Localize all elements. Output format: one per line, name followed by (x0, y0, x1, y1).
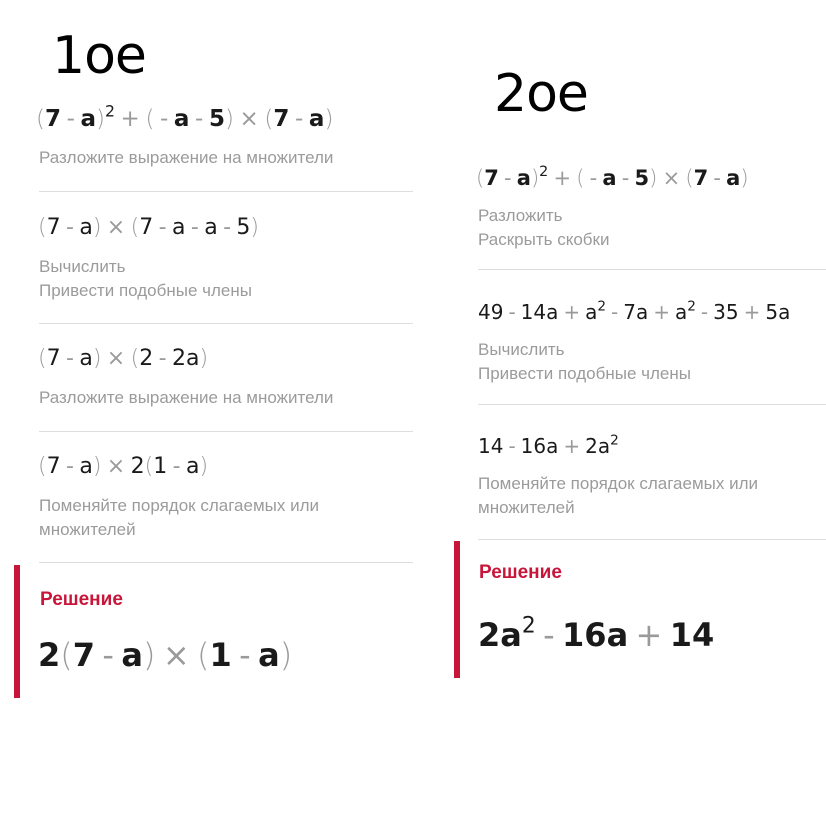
right-step-2-expression (478, 300, 790, 324)
hint-line: Поменяйте порядок слагаемых или (478, 474, 758, 493)
paren: ) (199, 454, 209, 479)
term: 49 (478, 300, 504, 324)
term: 2 (38, 636, 61, 674)
left-step-2-hint (39, 255, 252, 303)
paren: ) (142, 636, 156, 674)
operator: - (232, 636, 258, 674)
hint-line: Разложите выражение на множители (39, 148, 334, 167)
term: 7 (46, 215, 61, 240)
paren: ) (279, 636, 293, 674)
term: 7 (693, 166, 709, 190)
divider (39, 191, 413, 192)
paren: ) (92, 346, 102, 371)
operator: - (186, 215, 204, 240)
paren: ( (130, 346, 140, 371)
operator: + (549, 166, 576, 190)
paren: ( (144, 454, 154, 479)
term: 14a (520, 300, 559, 324)
right-step-1-expression (476, 166, 749, 190)
paren: ( (130, 215, 140, 240)
operator: + (629, 616, 669, 654)
paren: ( (264, 106, 274, 132)
term: a (171, 215, 186, 240)
term: a (675, 300, 688, 324)
term: a (204, 215, 218, 240)
operator: × (658, 166, 685, 190)
superscript: 2 (539, 164, 549, 181)
paren: ) (740, 166, 749, 190)
operator: × (102, 215, 130, 240)
term: a (185, 454, 200, 479)
divider (478, 539, 826, 540)
operator: × (156, 636, 197, 674)
operator: - (62, 106, 80, 132)
operator: + (559, 300, 585, 324)
superscript: 2 (521, 613, 536, 639)
operator: × (102, 346, 130, 371)
operator: - (499, 166, 516, 190)
hint-line: Раскрыть скобки (478, 230, 610, 249)
operator: × (234, 106, 264, 132)
divider (39, 431, 413, 432)
term: a (79, 454, 93, 479)
operator: - (168, 454, 185, 479)
paren: ( (476, 166, 485, 190)
term: 5 (208, 106, 225, 132)
superscript: 2 (105, 101, 115, 121)
left-step-1-hint (39, 146, 333, 170)
left-heading: 1ое (52, 26, 146, 86)
left-solution-expression (38, 636, 292, 674)
left-step-3-expression (38, 346, 208, 371)
operator: - (154, 215, 171, 240)
right-step-3-expression (478, 434, 619, 458)
divider (39, 323, 413, 324)
paren: ) (224, 106, 234, 132)
operator: - (585, 166, 602, 190)
term: a (308, 106, 325, 132)
operator: + (559, 434, 585, 458)
operator: - (61, 454, 79, 479)
paren: ( (197, 636, 210, 674)
term: a (516, 166, 531, 190)
term: 5 (236, 215, 251, 240)
term: 2a (585, 434, 611, 458)
right-solution-label: Решение (479, 562, 562, 583)
term: a (80, 106, 97, 132)
left-solution-accent-bar (14, 565, 20, 698)
term: a (79, 215, 93, 240)
paren: ) (530, 166, 540, 190)
term: 2 (139, 346, 154, 371)
operator: - (61, 215, 79, 240)
right-step-3-hint (478, 472, 758, 520)
operator: - (504, 434, 520, 458)
hint-line: Привести подобные члены (478, 364, 691, 383)
operator: - (96, 636, 121, 674)
operator: + (649, 300, 675, 324)
term: 14 (669, 616, 715, 654)
operator: - (218, 215, 236, 240)
paren: ( (685, 166, 694, 190)
operator: - (504, 300, 520, 324)
term: a (726, 166, 741, 190)
term: 7 (139, 215, 154, 240)
right-step-2-hint (478, 338, 691, 386)
superscript: 2 (610, 432, 619, 449)
operator: × (102, 454, 130, 479)
hint-line: Разложить (478, 206, 563, 225)
term: a (121, 636, 143, 674)
operator: - (696, 300, 713, 324)
term: 7 (273, 106, 290, 132)
divider (39, 562, 413, 563)
left-step-4-expression (38, 454, 208, 479)
operator: - (290, 106, 308, 132)
operator: - (607, 300, 623, 324)
paren: ) (92, 215, 102, 240)
hint-line: Вычислить (39, 257, 126, 276)
term: 7 (44, 106, 61, 132)
paren: ) (92, 454, 102, 479)
paren: ( (36, 106, 45, 132)
left-solution-label: Решение (40, 589, 123, 610)
operator: + (115, 106, 145, 132)
operator: - (154, 346, 171, 371)
term: a (602, 166, 617, 190)
term: 5 (634, 166, 650, 190)
term: 14 (478, 434, 504, 458)
superscript: 2 (597, 298, 607, 315)
term: a (79, 346, 93, 371)
paren: ( (38, 346, 47, 371)
term: 16a (520, 434, 559, 458)
left-step-1-expression (36, 101, 334, 132)
term: 7 (484, 166, 499, 190)
term: 7 (46, 346, 61, 371)
term: a (173, 106, 190, 132)
paren: ) (96, 106, 106, 132)
left-step-4-hint (39, 494, 319, 542)
term: 7a (623, 300, 649, 324)
term: 2a (478, 616, 522, 654)
superscript: 2 (687, 298, 696, 315)
term: a (585, 300, 598, 324)
operator: - (617, 166, 634, 190)
paren: ( (38, 454, 47, 479)
paren: ( (576, 166, 585, 190)
left-step-2-expression (38, 215, 259, 240)
right-solution-expression (478, 613, 715, 654)
term: 7 (46, 454, 61, 479)
term: 35 (713, 300, 739, 324)
divider (478, 269, 826, 270)
hint-line: множителей (39, 520, 136, 539)
paren: ( (60, 636, 73, 674)
paren: ) (199, 346, 209, 371)
hint-line: Поменяйте порядок слагаемых или (39, 496, 319, 515)
operator: - (61, 346, 79, 371)
operator: - (709, 166, 726, 190)
operator: + (739, 300, 765, 324)
hint-line: Привести подобные члены (39, 281, 252, 300)
term: 1 (153, 454, 168, 479)
term: 16a (562, 616, 629, 654)
term: 2a (171, 346, 200, 371)
hint-line: Разложите выражение на множители (39, 388, 334, 407)
term: a (258, 636, 280, 674)
right-heading: 2ое (494, 64, 588, 124)
right-step-1-hint (478, 204, 609, 252)
paren: ( (38, 215, 47, 240)
operator: - (155, 106, 173, 132)
divider (478, 404, 826, 405)
paren: ) (649, 166, 658, 190)
right-solution-accent-bar (454, 541, 460, 678)
paren: ) (324, 106, 334, 132)
paren: ) (250, 215, 259, 240)
term: 5a (765, 300, 791, 324)
term: 7 (72, 636, 96, 674)
operator: - (190, 106, 208, 132)
hint-line: Вычислить (478, 340, 565, 359)
hint-line: множителей (478, 498, 575, 517)
operator: - (536, 616, 562, 654)
left-step-3-hint (39, 386, 333, 410)
term: 1 (209, 636, 232, 674)
paren: ( (145, 106, 155, 132)
term: 2 (130, 454, 145, 479)
